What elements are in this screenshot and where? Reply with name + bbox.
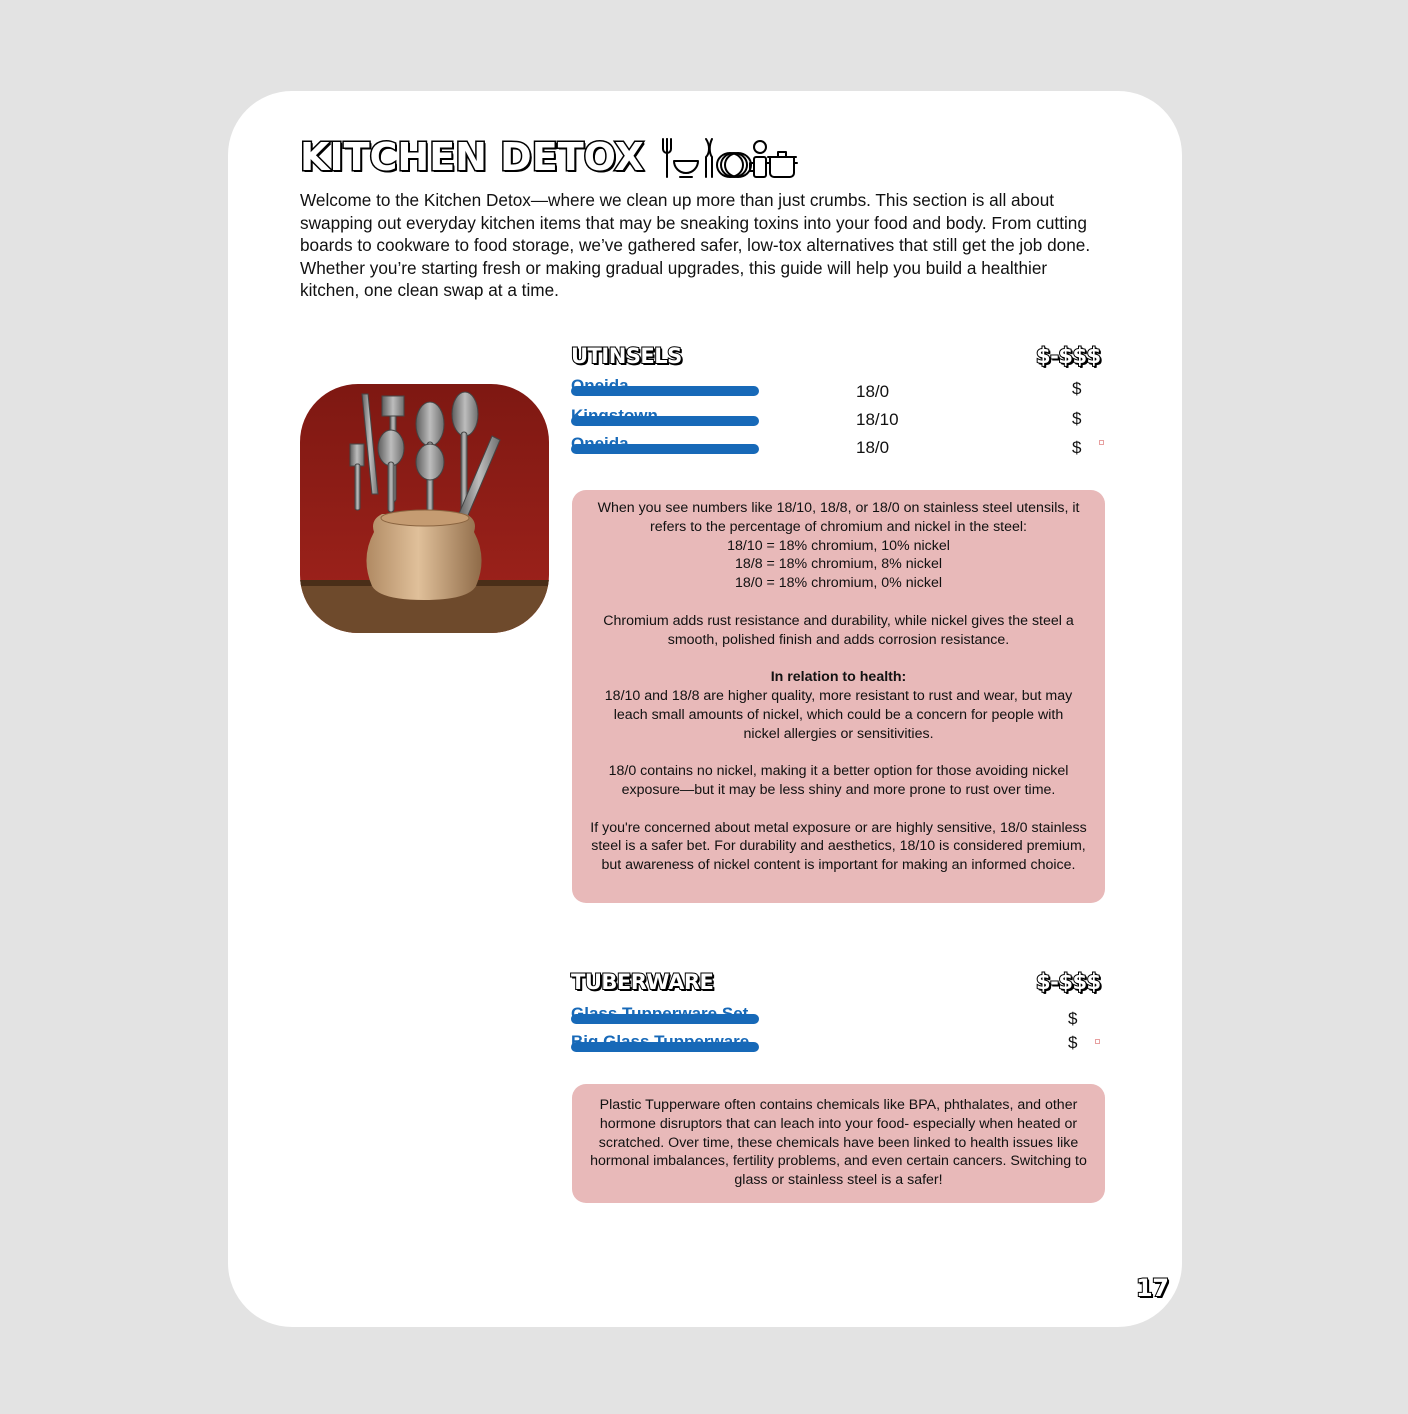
note-text: 18/10 = 18% chromium, 10% nickel xyxy=(727,537,950,554)
tupperware-heading: TUBERWARE xyxy=(571,970,714,994)
bowl-icon xyxy=(674,161,698,177)
utensil-link-3[interactable] xyxy=(571,434,759,454)
utensils-icon xyxy=(706,139,712,177)
tupperware-link-2[interactable] xyxy=(571,1032,759,1052)
row-marker xyxy=(1099,440,1104,445)
tupperware-price-range: $-$$$ xyxy=(1036,970,1101,994)
intro-paragraph: Welcome to the Kitchen Detox—where we clean up more than just crumbs. This section is all about swapping out everyday kitchen items that may be sneaking toxins into your food and body. From cutting boards to cookware to food storage, we’ve gathered safer, low-tox alternatives that still get the job done. Whether you’re starting fresh or making gradual upgrades, this guide will help you build a healthier kitchen, one clean swap at a time. xyxy=(300,190,1091,301)
utensil-spec: 18/0 xyxy=(856,382,890,401)
note-text: 18/10 and 18/8 are higher quality, more resistant to rust and wear, but may leach small amounts of nickel, which could be a concern for people with nickel allergies or sensitivities. xyxy=(604,687,1073,742)
utensil-link-1[interactable] xyxy=(571,376,759,396)
note-text: refers to the percentage of chromium and nickel in the steel: xyxy=(650,518,1027,535)
page-number: 17 xyxy=(1136,1274,1169,1302)
kitchen-icons xyxy=(662,135,802,181)
utensil-price: $ xyxy=(1072,438,1082,457)
utensil-name[interactable]: Oneida xyxy=(571,434,629,453)
stainless-info-box xyxy=(572,490,1105,903)
utensil-spec: 18/10 xyxy=(856,410,899,429)
row-marker xyxy=(1095,1039,1100,1044)
utensil-name[interactable]: Oneida xyxy=(571,376,629,395)
utensil-price: $ xyxy=(1072,409,1082,428)
utensil-link-2[interactable] xyxy=(571,406,759,426)
tupperware-price: $ xyxy=(1068,1033,1078,1052)
note-text: 18/8 = 18% chromium, 8% nickel xyxy=(734,556,942,573)
utensil-spec: 18/0 xyxy=(856,438,890,457)
page-title: KITCHEN DETOX xyxy=(300,135,644,179)
tupperware-price: $ xyxy=(1068,1009,1078,1028)
note-text: Plastic Tupperware often contains chemicals like BPA, phthalates, and other hormone disruptors that can leach into your food- especially when heated or scratched. Over time, these chemicals have been linked to health issues like hormonal imbalances, fertility problems, and even certain cancers. Switching to glass or stainless steel is a safer! xyxy=(590,1097,1087,1189)
note-text: If you're concerned about metal exposure or are highly sensitive, 18/0 stainless steel is a safer bet. For durability and aesthetics, 18/10 is considered premium, but awareness of nickel content is important for making an informed choice. xyxy=(590,819,1087,874)
note-heading: In relation to health: xyxy=(770,669,907,686)
note-text: When you see numbers like 18/10, 18/8, or 18/0 on stainless steel utensils, it xyxy=(597,500,1080,516)
note-text: 18/0 contains no nickel, making it a better option for those avoiding nickel exposure—but it may be less shiny and more prone to rust over time. xyxy=(608,763,1069,798)
note-text: 18/0 = 18% chromium, 0% nickel xyxy=(734,575,942,592)
tupperware-name[interactable]: Big Glass Tupperware xyxy=(571,1032,750,1051)
note-text: Chromium adds rust resistance and durability, while nickel gives the steel a smooth, polished finish and adds corrosion resistance. xyxy=(603,612,1074,648)
utensil-name[interactable]: Kingstown xyxy=(571,406,658,425)
pot-icon xyxy=(767,152,797,177)
page xyxy=(228,91,1182,1327)
cup-icon xyxy=(750,141,766,177)
utensils-price-range: $-$$$ xyxy=(1036,344,1101,368)
utensil-price: $ xyxy=(1072,379,1082,398)
tupperware-link-1[interactable] xyxy=(571,1004,759,1024)
fork-icon xyxy=(663,139,671,177)
utensils-heading: UTINSELS xyxy=(571,344,682,368)
plates-icon xyxy=(717,153,751,177)
tupperware-info-box xyxy=(572,1084,1105,1203)
utensils-photo xyxy=(300,384,549,633)
tupperware-name[interactable]: Glass Tupperware Set xyxy=(571,1004,749,1023)
